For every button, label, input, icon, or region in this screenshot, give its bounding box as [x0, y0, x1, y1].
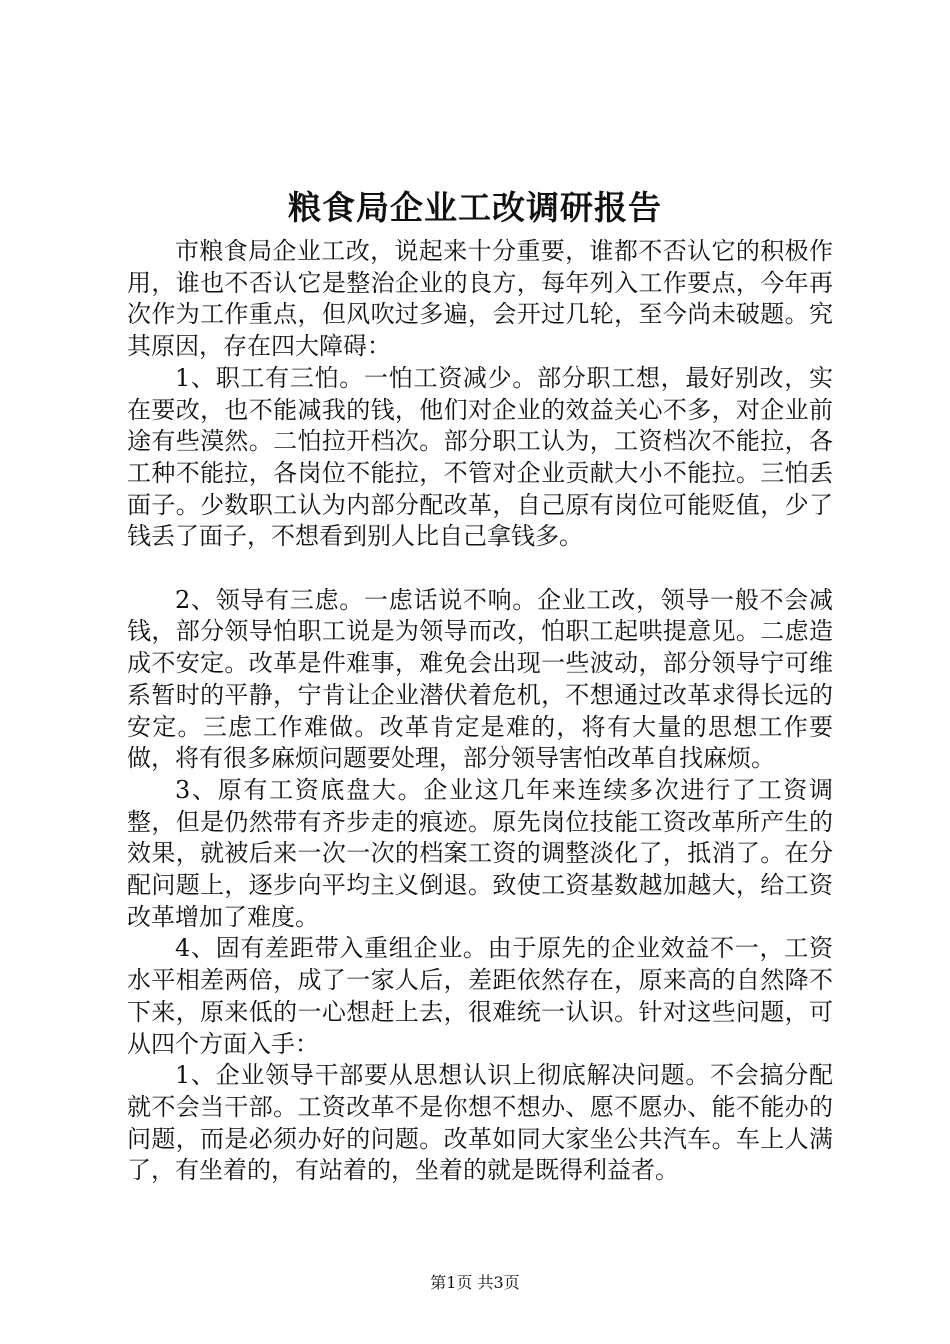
paragraph-intro: 市粮食局企业工改，说起来十分重要，谁都不否认它的积极作用，谁也不否认它是整治企业的良方，每年列入工作要点，今年再次作为工作重点，但风吹过多遍，会开过几轮，至今尚未破题。究其原因，存在四大障碍： — [127, 237, 833, 361]
paragraph-obstacle-1: 1、职工有三怕。一怕工资减少。部分职工想，最好别改，实在要改，也不能减我的钱，他们对企业的效益关心不多，对企业前途有些漠然。二怕拉开档次。部分职工认为，工资档次不能拉，各工种不能拉，各岗位不能拉，不管对企业贡献大小不能拉。三怕丢面子。少数职工认为内部分配改革，自己原有岗位可能贬值，少了钱丢了面子，不想看到别人比自己拿钱多。 — [127, 363, 833, 551]
page-number-footer: 第1页 共3页 — [430, 1273, 520, 1292]
document-body — [127, 236, 833, 1187]
document-title: 粮食局企业工改调研报告 — [288, 188, 662, 227]
paragraph-obstacle-3: 3、原有工资底盘大。企业这几年来连续多次进行了工资调整，但是仍然带有齐步走的痕迹。原先岗位技能工资改革所产生的效果，就被后来一次一次的档案工资的调整淡化了，抵消了。在分配问题上，逐步向平均主义倒退。致使工资基数越加越大，给工资改革增加了难度。 — [127, 775, 833, 931]
paragraph-obstacle-2: 2、领导有三虑。一虑话说不响。企业工改，领导一般不会减钱，部分领导怕职工说是为领导而改，怕职工起哄提意见。二虑造成不安定。改革是件难事，难免会出现一些波动，部分领导宁可维系暂时的平静，宁肯让企业潜伏着危机，不想通过改革求得长远的安定。三虑工作难做。改革肯定是难的，将有大量的思想工作要做，将有很多麻烦问题要处理，部分领导害怕改革自找麻烦。 — [127, 585, 833, 773]
paragraph-solution-1: 1、企业领导干部要从思想认识上彻底解决问题。不会搞分配就不会当干部。工资改革不是你想不想办、愿不愿办、能不能办的问题，而是必须办好的问题。改革如同大家坐公共汽车。车上人满了，有坐着的，有站着的，坐着的就是既得利益者。 — [127, 1061, 833, 1185]
paragraph-obstacle-4: 4、固有差距带入重组企业。由于原先的企业效益不一，工资水平相差两倍，成了一家人后，差距依然存在，原来高的自然降不下来，原来低的一心想赶上去，很难统一认识。针对这些问题，可从四个方面入手： — [127, 934, 833, 1058]
